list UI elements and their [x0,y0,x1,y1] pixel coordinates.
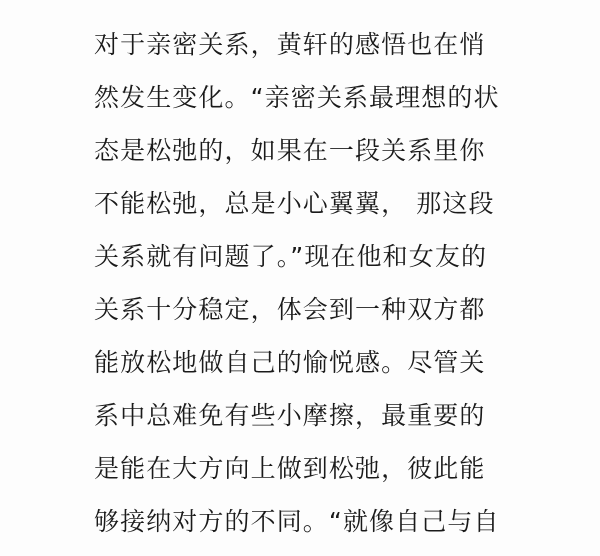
article-text-block [94,26,534,556]
text-line-3: 态是松弛的，如果在一段关系里你 [94,136,486,165]
text-line-1: 对于亲密关系，黄轩的感悟也在悄 [94,30,486,59]
text-line-5: 关系就有问题了。”现在他和女友的 [94,242,488,271]
text-line-8: 系中总难免有些小摩擦，最重要的 [94,401,486,430]
text-line-9: 是能在大方向上做到松弛，彼此能 [94,454,486,483]
text-line-2: 然发生变化。“亲密关系最理想的状 [94,83,500,112]
text-line-6: 关系十分稳定，体会到一种双方都 [94,295,486,324]
text-line-10: 够接纳对方的不同。“就像自己与自 [94,507,500,536]
text-line-4: 不能松弛，总是小心翼翼， 那这段 [94,189,495,218]
text-line-7: 能放松地做自己的愉悦感。尽管关 [94,348,486,377]
